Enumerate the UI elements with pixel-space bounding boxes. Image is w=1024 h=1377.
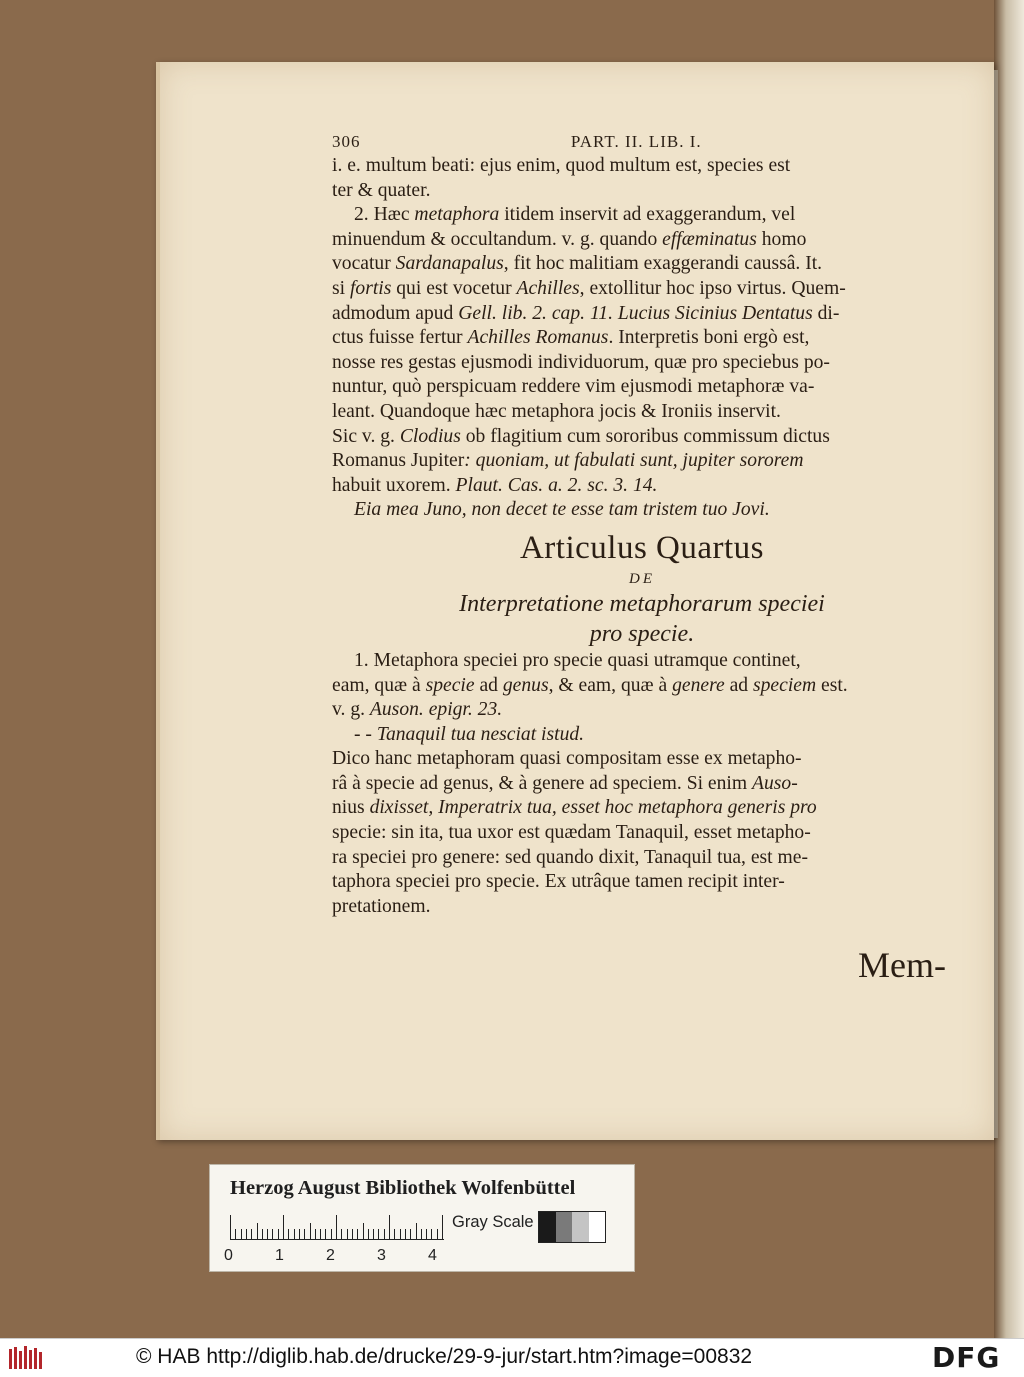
ruler-tick [405, 1229, 406, 1239]
paragraph-block-2 [332, 649, 952, 920]
text-line: 2. Hæc metaphora itidem inservit ad exaggerandum, vel [354, 204, 796, 226]
ruler-tick [357, 1229, 358, 1239]
text-line: nius dixisset, Imperatrix tua, esset hoc metaphora generis pro [332, 797, 817, 819]
ruler-labels [224, 1247, 464, 1267]
text-line: - - Tanaquil tua nesciat istud. [354, 723, 585, 745]
dfg-logo: DFG [932, 1341, 1001, 1374]
ruler-tick [283, 1215, 284, 1239]
ruler-tick [246, 1229, 247, 1239]
text-line: ra speciei pro genere: sed quando dixit, Tanaquil tua, est me- [332, 846, 808, 868]
ruler-tick [230, 1215, 231, 1239]
article-heading-de: DE [629, 570, 655, 587]
ruler-tick [241, 1229, 242, 1239]
ruler-tick [341, 1229, 342, 1239]
ruler-label: 1 [275, 1247, 284, 1264]
text-line: Sic v. g. Clodius ob flagitium cum sororibus commissum dictus [332, 425, 830, 447]
article-heading: Articulus Quartus [519, 529, 765, 566]
gray-swatch [556, 1212, 573, 1242]
text-line: râ à specie ad genus, & à genere ad speciem. Si enim Auso- [332, 772, 798, 794]
text-line: specie: sin ita, tua uxor est quædam Tanaquil, esset metapho- [332, 822, 811, 844]
ruler-tick [331, 1229, 332, 1239]
text-line: nosse res gestas ejusmodi individuorum, quæ pro speciebus po- [332, 351, 830, 373]
ruler-tick [267, 1229, 268, 1239]
ruler-tick [410, 1229, 411, 1239]
ruler-tick [373, 1229, 374, 1239]
ruler-tick [363, 1223, 364, 1239]
copyright-url[interactable]: © HAB http://diglib.hab.de/drucke/29-9-jur/start.htm?image=00832 [136, 1345, 753, 1368]
gray-scale-label: Gray Scale [452, 1213, 534, 1231]
ruler-tick [378, 1229, 379, 1239]
text-line: habuit uxorem. Plaut. Cas. a. 2. sc. 3. 14. [332, 474, 658, 496]
ruler-tick [251, 1229, 252, 1239]
text-line: Eia mea Juno, non decet te esse tam tristem tuo Jovi. [354, 499, 770, 521]
ruler-label: 3 [377, 1247, 386, 1264]
ruler-tick [442, 1215, 443, 1239]
hab-logo-icon [8, 1345, 44, 1371]
text-line: pretationem. [332, 895, 431, 917]
ruler-tick [325, 1229, 326, 1239]
paragraph-block-1 [332, 154, 952, 523]
ruler-tick [320, 1229, 321, 1239]
ruler-tick [389, 1215, 390, 1239]
ruler-tick [416, 1223, 417, 1239]
ruler-tick [400, 1229, 401, 1239]
ruler-tick [352, 1229, 353, 1239]
gray-swatch [539, 1212, 556, 1242]
text-line: admodum apud Gell. lib. 2. cap. 11. Lucius Sicinius Dentatus di- [332, 302, 840, 324]
text-line: ter & quater. [332, 179, 431, 201]
ruler-tick [368, 1229, 369, 1239]
text-line: nuntur, quò perspicuam reddere vim ejusmodi metaphoræ va- [332, 376, 815, 398]
color-scale-card [209, 1164, 635, 1272]
ruler-tick [235, 1229, 236, 1239]
ruler-tick [272, 1229, 273, 1239]
text-line: leant. Quandoque hæc metaphora jocis & Ironiis inservit. [332, 400, 781, 422]
ruler-tick [384, 1229, 385, 1239]
ruler-tick [304, 1229, 305, 1239]
text-line: si fortis qui est vocetur Achilles, extollitur hoc ipso virtus. Quem- [332, 277, 846, 299]
ruler-tick [421, 1229, 422, 1239]
catchword: Mem- [858, 945, 946, 986]
text-line: vocatur Sardanapalus, fit hoc malitiam exaggerandi caussâ. It. [332, 253, 823, 275]
ruler-tick [262, 1229, 263, 1239]
ruler-tick [336, 1215, 337, 1239]
ruler-tick [347, 1229, 348, 1239]
library-name: Herzog August Bibliothek Wolfenbüttel [230, 1177, 576, 1199]
text-line: ctus fuisse fertur Achilles Romanus. Interpretis boni ergò est, [332, 327, 810, 349]
text-line: i. e. multum beati: ejus enim, quod multum est, species est [332, 155, 791, 176]
ruler-tick [288, 1229, 289, 1239]
footer-bar [0, 1338, 1024, 1377]
text-line: Dico hanc metaphoram quasi compositam esse ex metapho- [332, 748, 802, 770]
ruler-tick [315, 1229, 316, 1239]
ruler-label: 4 [428, 1247, 437, 1264]
text-line: 1. Metaphora speciei pro specie quasi utramque continet, [354, 649, 801, 671]
ruler-label: 2 [326, 1247, 335, 1264]
article-subtitle-1: Interpretatione metaphorarum speciei [459, 590, 825, 617]
text-line: Romanus Jupiter: quoniam, ut fabulati sunt, jupiter sororem [332, 450, 804, 472]
running-title: PART. II. LIB. I. [570, 132, 702, 151]
text-line: taphora speciei pro specie. Ex utrâque tamen recipit inter- [332, 871, 785, 893]
ruler-tick [431, 1229, 432, 1239]
text-line: minuendum & occultandum. v. g. quando effæminatus homo [332, 228, 807, 250]
ruler-tick [310, 1223, 311, 1239]
text-line: v. g. Auson. epigr. 23. [332, 699, 503, 721]
article-subtitle-2: pro specie. [589, 620, 695, 647]
ruler-tick [437, 1229, 438, 1239]
ruler-tick [426, 1229, 427, 1239]
background-edge [994, 0, 1024, 1338]
page-number: 306 [332, 132, 361, 151]
page-header [332, 130, 952, 152]
ruler [230, 1215, 444, 1243]
gray-swatch [589, 1212, 606, 1242]
ruler-tick [278, 1229, 279, 1239]
page-text [332, 130, 952, 986]
ruler-label: 0 [224, 1247, 233, 1264]
text-line: eam, quæ à specie ad genus, & eam, quæ à genere ad speciem est. [332, 674, 848, 696]
gray-scale-swatches [538, 1211, 606, 1243]
ruler-tick [257, 1223, 258, 1239]
ruler-tick [299, 1229, 300, 1239]
ruler-tick [394, 1229, 395, 1239]
ruler-tick [294, 1229, 295, 1239]
gray-swatch [572, 1212, 589, 1242]
